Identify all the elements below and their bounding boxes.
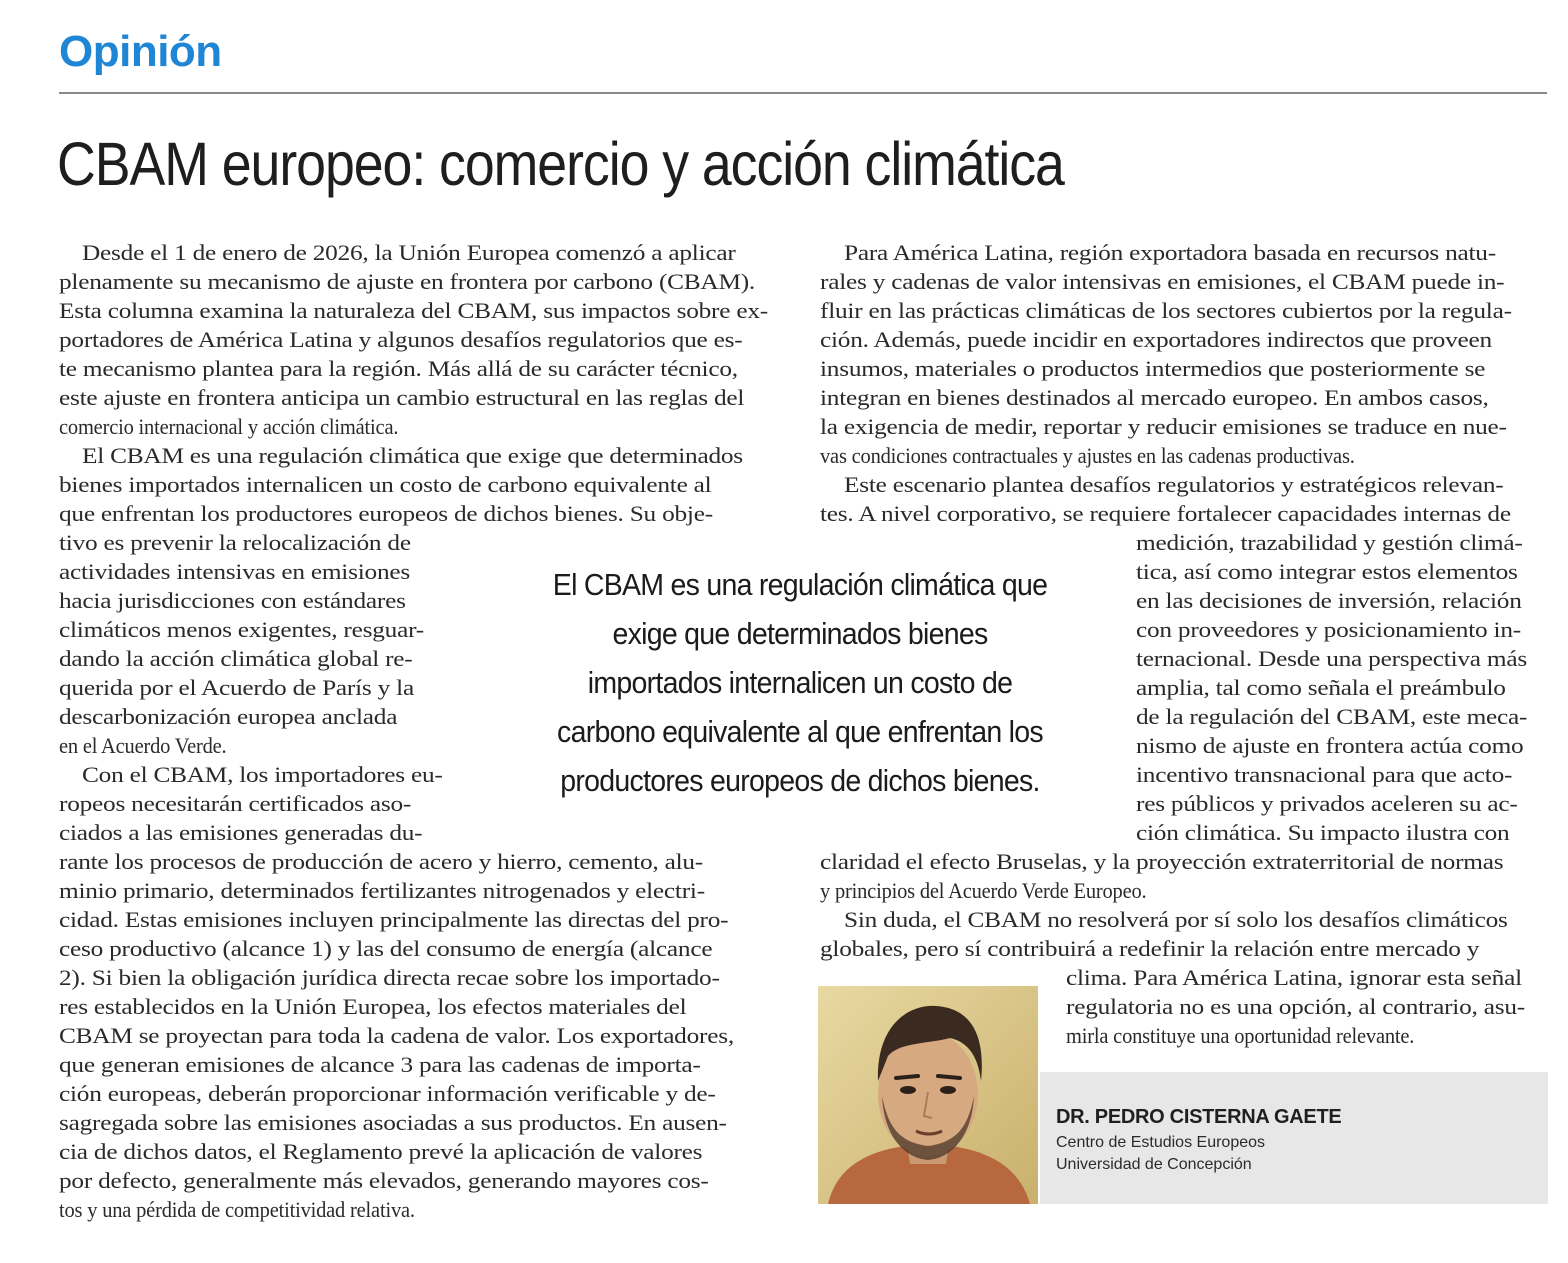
article-line: ción climática. Su impacto ilustra con (1136, 820, 1510, 845)
article-line: Desde el 1 de enero de 2026, la Unión Europea comenzó a aplicar (82, 240, 736, 265)
article-line: bienes importados internalicen un costo de carbono equivalente al (59, 472, 712, 497)
article-line: Para América Latina, región exportadora basada en recursos natu- (844, 240, 1496, 265)
article-line: portadores de América Latina y algunos desafíos regulatorios que es- (59, 327, 743, 352)
article-line: ciados a las emisiones generadas du- (59, 820, 423, 845)
article-line: que enfrentan los productores europeos de dichos bienes. Su obje- (59, 501, 713, 526)
article-line: Con el CBAM, los importadores eu- (82, 762, 443, 787)
article-line: mirla constituye una oportunidad relevante. (1066, 1023, 1415, 1048)
article-line: te mecanismo plantea para la región. Más allá de su carácter técnico, (59, 356, 738, 381)
article-line: dando la acción climática global re- (59, 646, 413, 671)
article-line: este ajuste en frontera anticipa un cambio estructural en las reglas del (59, 385, 745, 410)
headline: CBAM europeo: comercio y acción climática (57, 130, 1064, 198)
article-line: Sin duda, el CBAM no resolverá por sí solo los desafíos climáticos (844, 907, 1508, 932)
section-label: Opinión (59, 27, 222, 76)
article-line: ropeos necesitarán certificados aso- (59, 791, 412, 816)
article-line: con proveedores y posicionamiento in- (1136, 617, 1521, 642)
article-line: Esta columna examina la naturaleza del CBAM, sus impactos sobre ex- (59, 298, 768, 323)
article-line: vas condiciones contractuales y ajustes en las cadenas productivas. (820, 443, 1355, 468)
article-line: CBAM se proyectan para toda la cadena de valor. Los exportadores, (59, 1023, 734, 1048)
article-line: medición, trazabilidad y gestión climá- (1136, 530, 1523, 555)
article-line: cia de dichos datos, el Reglamento prevé la aplicación de valores (59, 1139, 703, 1164)
article-line: integran en bienes destinados al mercado europeo. En ambos casos, (820, 385, 1489, 410)
article-line: regulatoria no es una opción, al contrario, asu- (1066, 994, 1525, 1019)
article-line: clima. Para América Latina, ignorar esta señal (1066, 965, 1522, 990)
pull-quote (515, 560, 1085, 805)
article-line: hacia jurisdicciones con estándares (59, 588, 406, 613)
article-line: Este escenario plantea desafíos regulatorios y estratégicos relevan- (844, 472, 1504, 497)
article-line: amplia, tal como señala el preámbulo (1136, 675, 1506, 700)
article-line: incentivo transnacional para que acto- (1136, 762, 1513, 787)
article-line: por defecto, generalmente más elevados, generando mayores cos- (59, 1168, 709, 1193)
article-line: res públicos y privados aceleren su ac- (1136, 791, 1518, 816)
author-affiliation: Centro de Estudios Europeos (1056, 1134, 1266, 1151)
pull-quote-line: El CBAM es una regulación climática que (552, 567, 1048, 602)
article-line: fluir en las prácticas climáticas de los sectores cubiertos por la regula- (820, 298, 1512, 323)
article-line: climáticos menos exigentes, resguar- (59, 617, 424, 642)
article-line: actividades intensivas en emisiones (59, 559, 410, 584)
article-line: comercio internacional y acción climática. (59, 414, 399, 439)
article-line: tes. A nivel corporativo, se requiere fortalecer capacidades internas de (820, 501, 1511, 526)
author-name: DR. PEDRO CISTERNA GAETE (1056, 1106, 1342, 1128)
article-line: globales, pero sí contribuirá a redefinir la relación entre mercado y (820, 936, 1480, 961)
article-line: ción. Además, puede incidir en exportadores indirectos que proveen (820, 327, 1492, 352)
article-line: 2). Si bien la obligación jurídica directa recae sobre los importado- (59, 965, 720, 990)
article-line: y principios del Acuerdo Verde Europeo. (820, 878, 1147, 903)
article-line: rante los procesos de producción de acero y hierro, cemento, alu- (59, 849, 703, 874)
article-line: descarbonización europea anclada (59, 704, 398, 729)
article-line: cidad. Estas emisiones incluyen principalmente las directas del pro- (59, 907, 729, 932)
article-line: rales y cadenas de valor intensivas en emisiones, el CBAM puede in- (820, 269, 1505, 294)
article-line: plenamente su mecanismo de ajuste en frontera por carbono (CBAM). (59, 269, 756, 294)
article-line: que generan emisiones de alcance 3 para las cadenas de importa- (59, 1052, 701, 1077)
pull-quote-line: importados internalicen un costo de (587, 665, 1013, 700)
article-line: ción europeas, deberán proporcionar información verificable y de- (59, 1081, 716, 1106)
article-line: la exigencia de medir, reportar y reducir emisiones se traduce en nue- (820, 414, 1507, 439)
article-line: sagregada sobre las emisiones asociadas a sus productos. En ausen- (59, 1110, 727, 1135)
article-line: minio primario, determinados fertilizantes nitrogenados y electri- (59, 878, 705, 903)
article-line: en el Acuerdo Verde. (59, 733, 227, 758)
article-line: insumos, materiales o productos intermedios que posteriormente se (820, 356, 1486, 381)
article-line: ceso productivo (alcance 1) y las del consumo de energía (alcance (59, 936, 713, 961)
article-line: de la regulación del CBAM, este meca- (1136, 704, 1528, 729)
pull-quote-line: productores europeos de dichos bienes. (560, 763, 1040, 798)
article-line: El CBAM es una regulación climática que exige que determinados (82, 443, 743, 468)
article-line: claridad el efecto Bruselas, y la proyección extraterritorial de normas (820, 849, 1504, 874)
article-line: nismo de ajuste en frontera actúa como (1136, 733, 1524, 758)
article-line: tica, así como integrar estos elementos (1136, 559, 1518, 584)
article-line: tivo es prevenir la relocalización de (59, 530, 411, 555)
pull-quote-line: exige que determinados bienes (612, 616, 988, 651)
article-line: tos y una pérdida de competitividad relativa. (59, 1197, 415, 1222)
author-affiliation: Universidad de Concepción (1056, 1156, 1252, 1173)
section-divider (59, 92, 1547, 94)
article-line: ternacional. Desde una perspectiva más (1136, 646, 1527, 671)
article-line: querida por el Acuerdo de París y la (59, 675, 414, 700)
article-line: res establecidos en la Unión Europea, los efectos materiales del (59, 994, 687, 1019)
pull-quote-line: carbono equivalente al que enfrentan los (557, 714, 1043, 749)
article-line: en las decisiones de inversión, relación (1136, 588, 1522, 613)
author-photo (818, 986, 1038, 1204)
